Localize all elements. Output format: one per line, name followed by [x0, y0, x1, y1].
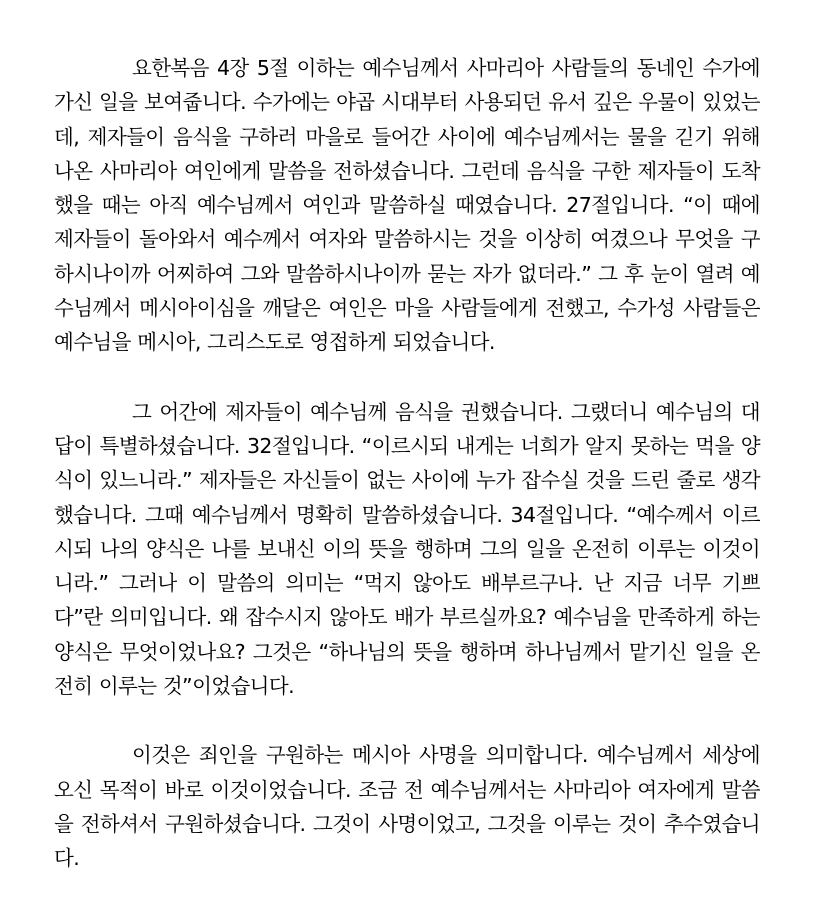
paragraph-3: 이것은 죄인을 구원하는 메시아 사명을 의미합니다. 예수님께서 세상에 오신 목적이 바로 이것이었습니다. 조금 전 예수님께서는 사마리아 여자에게 말씀을 전하셔서 구원하셨습니다. 그것이 사명이었고, 그것을 이루는 것이 추수였습니다.: [54, 743, 760, 871]
paragraph-2: 그 어간에 제자들이 예수님께 음식을 권했습니다. 그랬더니 예수님의 대답이 특별하셨습니다. 32절입니다. “이르시되 내게는 너희가 알지 못하는 먹을 양식이 있느니라.” 제자들은 자신들이 없는 사이에 누가 잡수실 것을 드린 줄로 생각했습니다. 그때 예수님께서 명확히 말씀하셨습니다. 34절입니다. “예수께서 이르시되 나의 양식은 나를 보내신 이의 뜻을 행하며 그의 일을 온전히 이루는 이것이니라.” 그러나 이 말씀의 의미는 “먹지 않아도 배부르구나. 난 지금 너무 기쁘다”란 의미입니다. 왜 잡수시지 않아도 배가 부르실까요? 예수님을 만족하게 하는 양식은 무엇이었나요? 그것은 “하나님의 뜻을 행하며 하나님께서 맡기신 일을 온전히 이루는 것”이었습니다.: [54, 399, 760, 699]
document-page: [54, 51, 760, 876]
paragraph-1: 요한복음 4장 5절 이하는 예수님께서 사마리아 사람들의 동네인 수가에 가신 일을 보여줍니다. 수가에는 야곱 시대부터 사용되던 유서 깊은 우물이 있었는데, 제자들이 음식을 구하러 마을로 들어간 사이에 예수님께서는 물을 긷기 위해 나온 사마리아 여인에게 말씀을 전하셨습니다. 그런데 음식을 구한 제자들이 도착했을 때는 아직 예수님께서 여인과 말씀하실 때였습니다. 27절입니다. “이 때에 제자들이 돌아와서 예수께서 여자와 말씀하시는 것을 이상히 여겼으나 무엇을 구하시나이까 어찌하여 그와 말씀하시나이까 묻는 자가 없더라.” 그 후 눈이 열려 예수님께서 메시아이심을 깨달은 여인은 마을 사람들에게 전했고, 수가성 사람들은 예수님을 메시아, 그리스도로 영접하게 되었습니다.: [54, 56, 760, 355]
